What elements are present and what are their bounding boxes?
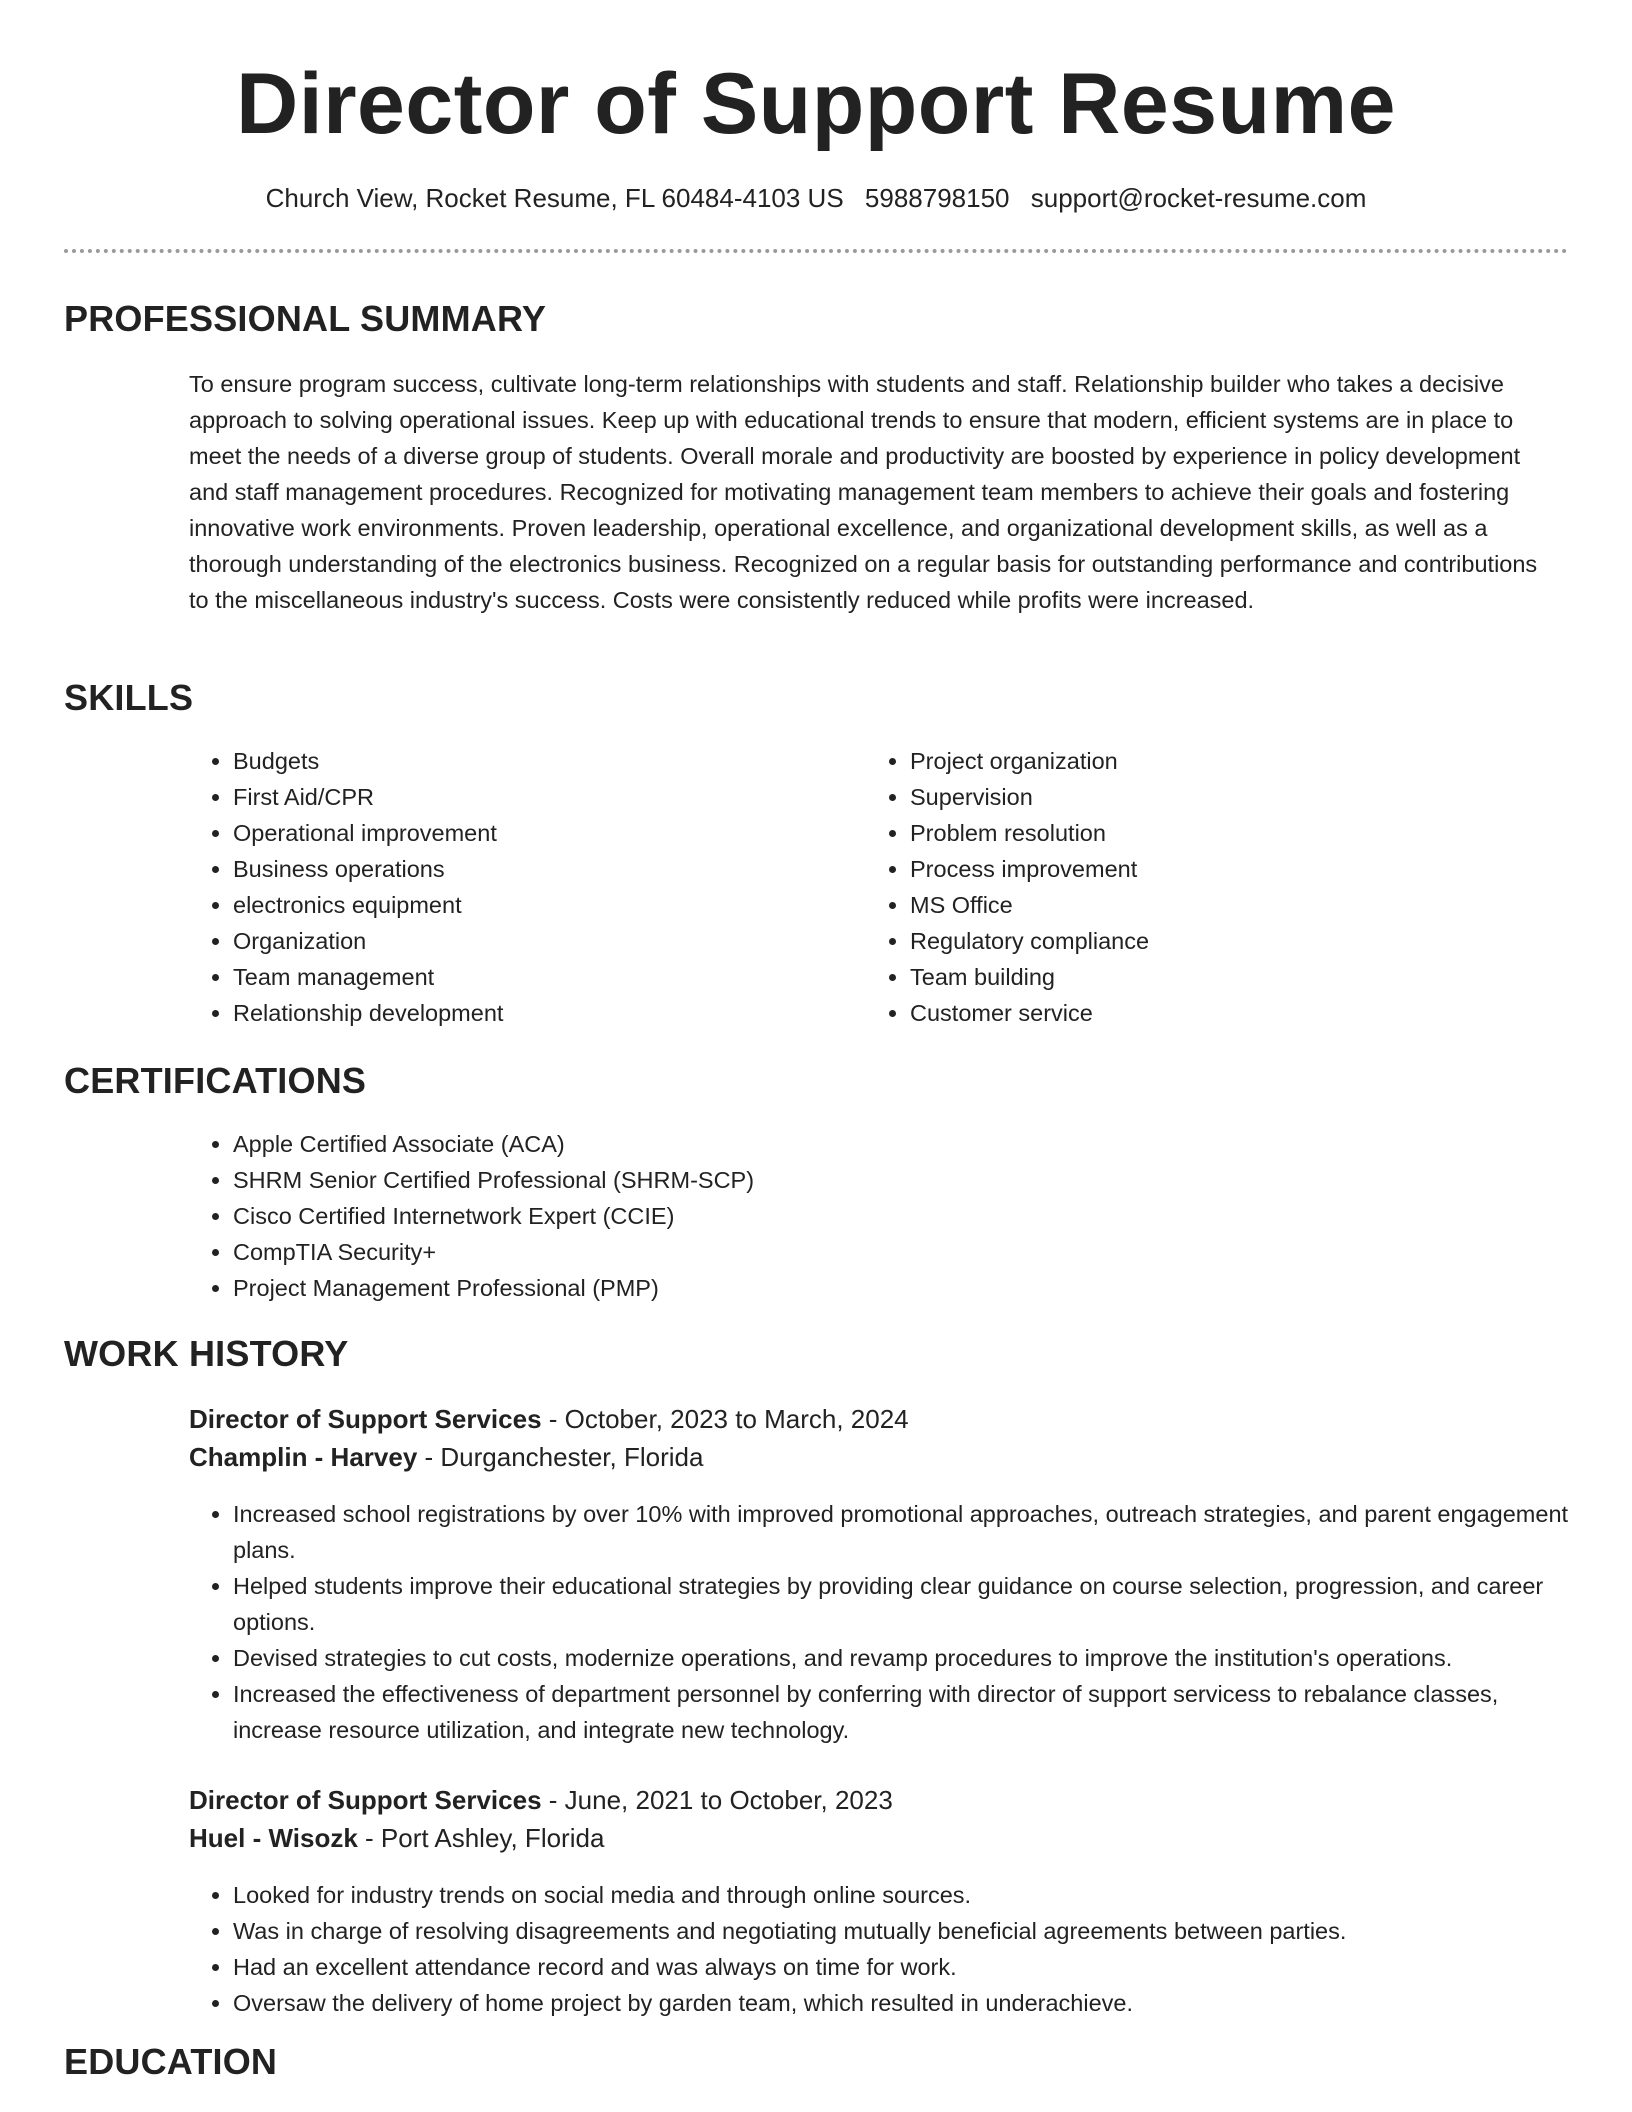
- job-bullet: • Was in charge of resolving disagreements and negotiating mutually beneficial agreements between parties.: [233, 1913, 1569, 1949]
- skill-item: • Supervision: [910, 779, 1506, 815]
- skill-item: • Project organization: [910, 743, 1506, 779]
- skill-item: • Organization: [233, 923, 829, 959]
- skill-item: • Business operations: [233, 851, 829, 887]
- skill-item: • electronics equipment: [233, 887, 829, 923]
- summary-text: To ensure program success, cultivate long-term relationships with students and staff. Relationship builder who takes a decisive approach to solving operational issues. Keep up with educational trends to ensure that modern, efficient systems are in place to meet the needs of a diverse group of students. Overall morale and productivity are boosted by experience in policy development and staff management procedures. Recognized for motivating management team members to achieve their goals and fostering innovative work environments. Proven leadership, operational excellence, and organizational development skills, as well as a thorough understanding of the electronics business. Recognized on a regular basis for outstanding performance and contributions to the miscellaneous industry's success. Costs were consistently reduced while profits were increased.: [189, 371, 1538, 613]
- certification-item: • Cisco Certified Internetwork Expert (CCIE): [233, 1198, 1489, 1234]
- skill-item: • Team building: [910, 959, 1506, 995]
- job-title-line: [189, 1400, 909, 1438]
- skill-item: • Team management: [233, 959, 829, 995]
- skills-right-column: [866, 743, 1506, 1031]
- certification-item: • Apple Certified Associate (ACA): [233, 1126, 1489, 1162]
- skill-item: • Relationship development: [233, 995, 829, 1031]
- job-bullet: • Devised strategies to cut costs, modernize operations, and revamp procedures to improve the institution's operations.: [233, 1640, 1569, 1676]
- job-dates: - June, 2021 to October, 2023: [541, 1785, 893, 1815]
- job-location: - Durganchester, Florida: [417, 1442, 704, 1472]
- certifications-list: [189, 1126, 1489, 1306]
- contact-line: [0, 180, 1632, 216]
- education-heading: EDUCATION: [64, 2041, 278, 2082]
- certification-item: • CompTIA Security+: [233, 1234, 1489, 1270]
- skills-heading: SKILLS: [64, 677, 194, 718]
- skill-item: • MS Office: [910, 887, 1506, 923]
- job-company: Huel - Wisozk: [189, 1823, 358, 1853]
- job-title: Director of Support Services: [189, 1404, 542, 1434]
- job-title-line: [189, 1781, 893, 1819]
- skill-item: • Customer service: [910, 995, 1506, 1031]
- job-title: Director of Support Services: [189, 1785, 542, 1815]
- work-history-heading: WORK HISTORY: [64, 1333, 349, 1374]
- skill-item: • Regulatory compliance: [910, 923, 1506, 959]
- job-bullets: [189, 1877, 1569, 2021]
- skill-item: • First Aid/CPR: [233, 779, 829, 815]
- skill-item: • Budgets: [233, 743, 829, 779]
- contact-phone: 5988798150: [864, 183, 1010, 213]
- job-bullet: • Helped students improve their educational strategies by providing clear guidance on course selection, progression, and career options.: [233, 1568, 1569, 1640]
- job-dates: - October, 2023 to March, 2024: [541, 1404, 909, 1434]
- job-company: Champlin - Harvey: [189, 1442, 418, 1472]
- certification-item: • Project Management Professional (PMP): [233, 1270, 1489, 1306]
- contact-address: Church View, Rocket Resume, FL 60484-4103 US: [265, 183, 844, 213]
- skill-item: • Operational improvement: [233, 815, 829, 851]
- certification-item: • SHRM Senior Certified Professional (SHRM-SCP): [233, 1162, 1489, 1198]
- skill-item: • Problem resolution: [910, 815, 1506, 851]
- skills-left-column: [189, 743, 829, 1031]
- job-bullet: • Looked for industry trends on social media and through online sources.: [233, 1877, 1569, 1913]
- job-company-line: [189, 1819, 604, 1857]
- job-bullets: [189, 1496, 1569, 1748]
- certifications-heading: CERTIFICATIONS: [64, 1060, 367, 1101]
- contact-email: support@rocket-resume.com: [1030, 183, 1367, 213]
- job-bullet: • Had an excellent attendance record and was always on time for work.: [233, 1949, 1569, 1985]
- header-divider: [64, 249, 1568, 253]
- job-company-line: [189, 1438, 703, 1476]
- skill-item: • Process improvement: [910, 851, 1506, 887]
- job-location: - Port Ashley, Florida: [357, 1823, 605, 1853]
- job-bullet: • Increased the effectiveness of department personnel by conferring with director of support servicess to rebalance classes, increase resource utilization, and integrate new technology.: [233, 1676, 1569, 1748]
- job-bullet: • Oversaw the delivery of home project by garden team, which resulted in underachieve.: [233, 1985, 1569, 2021]
- summary-heading: PROFESSIONAL SUMMARY: [64, 298, 547, 339]
- resume-title: Director of Support Resume: [236, 56, 1396, 152]
- job-bullet: • Increased school registrations by over 10% with improved promotional approaches, outreach strategies, and parent engagement plans.: [233, 1496, 1569, 1568]
